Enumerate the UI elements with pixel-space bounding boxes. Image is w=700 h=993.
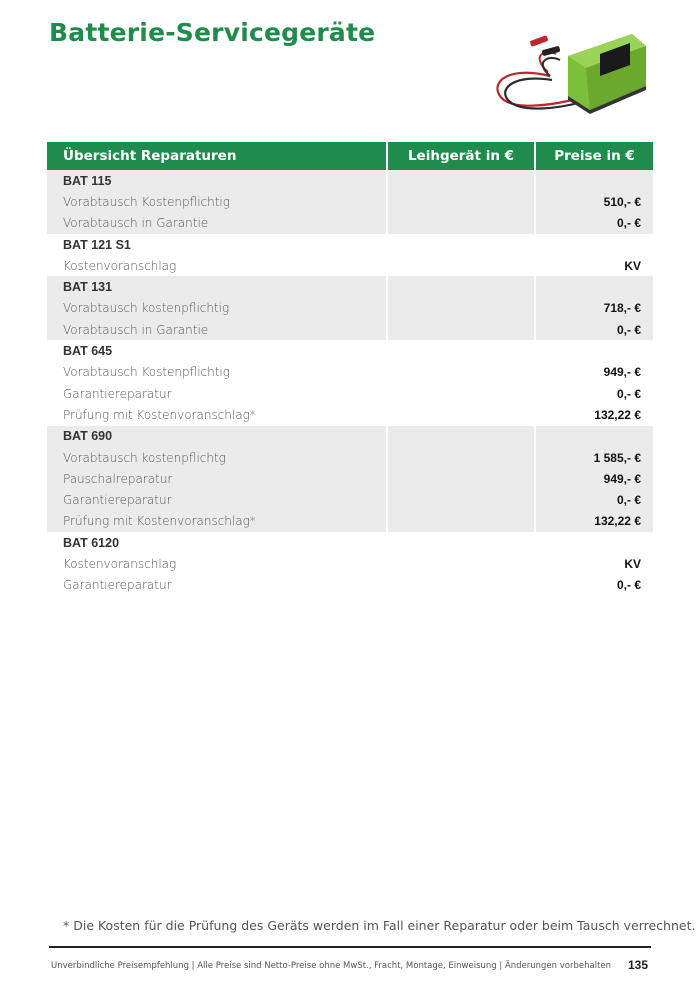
table-row xyxy=(47,489,653,510)
loan-price-cell xyxy=(387,298,535,319)
price-cell: 132,22 € xyxy=(535,511,653,532)
loan-price-cell xyxy=(387,404,535,425)
table-row xyxy=(47,383,653,404)
loan-price-cell xyxy=(387,234,535,255)
loan-price-cell xyxy=(387,426,535,447)
repair-label: Pauschalreparatur xyxy=(47,468,387,489)
table-row xyxy=(47,298,653,319)
price-cell xyxy=(535,276,653,297)
repair-label: Vorabtausch kostenpflichtig xyxy=(47,298,387,319)
repair-label: Vorabtausch Kostenpflichtig xyxy=(63,365,230,380)
table-row xyxy=(47,255,653,276)
repair-label: Garantiereparatur xyxy=(47,489,387,510)
price-cell xyxy=(535,532,653,553)
page-number: 135 xyxy=(627,958,648,972)
repair-label: Garantiereparatur xyxy=(63,578,172,593)
table-row xyxy=(47,404,653,425)
repair-label: Garantiereparatur xyxy=(63,386,172,401)
table-group-header-row xyxy=(47,340,653,361)
price-cell: 0,- € xyxy=(535,383,653,404)
repair-label: Kostenvoranschlag xyxy=(63,258,177,273)
table-row xyxy=(47,319,653,340)
price-cell: 0,- € xyxy=(535,213,653,234)
table-row xyxy=(47,553,653,574)
price-cell: 0,- € xyxy=(535,575,653,596)
battery-tester-image xyxy=(490,26,650,126)
price-cell: 510,- € xyxy=(535,191,653,212)
price-cell xyxy=(535,234,653,255)
table-group-header-row xyxy=(47,276,653,297)
repair-label: Vorabtausch in Garantie xyxy=(47,319,387,340)
device-name: BAT 115 xyxy=(47,170,387,191)
table-row xyxy=(47,447,653,468)
loan-price-cell xyxy=(387,511,535,532)
footer-divider xyxy=(49,946,651,948)
loan-price-cell xyxy=(387,383,535,404)
table-row xyxy=(47,468,653,489)
table-group-header-row xyxy=(47,426,653,447)
repair-label: Kostenvoranschlag xyxy=(63,556,177,571)
table-group-header-row xyxy=(47,532,653,553)
repair-label: Vorabtausch in Garantie xyxy=(47,213,387,234)
price-cell: 0,- € xyxy=(535,319,653,340)
price-cell xyxy=(535,426,653,447)
repair-label: Vorabtausch kostenpflichtg xyxy=(47,447,387,468)
loan-price-cell xyxy=(387,489,535,510)
loan-price-cell xyxy=(387,362,535,383)
table-row xyxy=(47,575,653,596)
table-row xyxy=(47,362,653,383)
loan-price-cell xyxy=(387,575,535,596)
repair-label: Prüfung mit Kostenvoranschlag* xyxy=(47,511,387,532)
table-header-row xyxy=(47,142,653,170)
repair-label: Vorabtausch Kostenpflichtig xyxy=(47,191,387,212)
loan-price-cell xyxy=(387,340,535,361)
price-cell: 949,- € xyxy=(535,468,653,489)
col-header-prices: Preise in € xyxy=(535,142,653,170)
price-cell: 718,- € xyxy=(535,298,653,319)
price-cell: 949,- € xyxy=(535,362,653,383)
loan-price-cell xyxy=(387,532,535,553)
loan-price-cell xyxy=(387,170,535,191)
table-row xyxy=(47,213,653,234)
loan-price-cell xyxy=(387,213,535,234)
device-name: BAT 6120 xyxy=(63,535,120,550)
footer-disclaimer: Unverbindliche Preisempfehlung | Alle Preise sind Netto-Preise ohne MwSt., Fracht, Montage, Einweisung | Änderungen vorbehalten xyxy=(51,961,612,971)
loan-price-cell xyxy=(387,447,535,468)
device-name: BAT 645 xyxy=(63,344,113,359)
price-cell: 0,- € xyxy=(535,489,653,510)
device-name: BAT 131 xyxy=(47,276,387,297)
loan-price-cell xyxy=(387,255,535,276)
loan-price-cell xyxy=(387,276,535,297)
loan-price-cell xyxy=(387,191,535,212)
device-name: BAT 121 S1 xyxy=(63,237,131,252)
repair-price-table xyxy=(47,142,653,596)
loan-price-cell xyxy=(387,319,535,340)
loan-price-cell xyxy=(387,553,535,574)
price-cell: 1 585,- € xyxy=(535,447,653,468)
col-header-loan-device: Leihgerät in € xyxy=(387,142,535,170)
price-cell: KV xyxy=(535,255,653,276)
table-row xyxy=(47,191,653,212)
device-name: BAT 690 xyxy=(47,426,387,447)
price-cell: 132,22 € xyxy=(535,404,653,425)
table-row xyxy=(47,511,653,532)
page-title: Batterie-Servicegeräte xyxy=(49,18,376,47)
repair-label: Prüfung mit Kostenvoranschlag* xyxy=(63,407,256,422)
footnote: * Die Kosten für die Prüfung des Geräts werden im Fall einer Reparatur oder beim Tausch verrechnet. xyxy=(63,918,696,933)
price-cell xyxy=(535,340,653,361)
table-group-header-row xyxy=(47,170,653,191)
price-cell: KV xyxy=(535,553,653,574)
col-header-repairs: Übersicht Reparaturen xyxy=(47,142,387,170)
loan-price-cell xyxy=(387,468,535,489)
table-group-header-row xyxy=(47,234,653,255)
price-cell xyxy=(535,170,653,191)
